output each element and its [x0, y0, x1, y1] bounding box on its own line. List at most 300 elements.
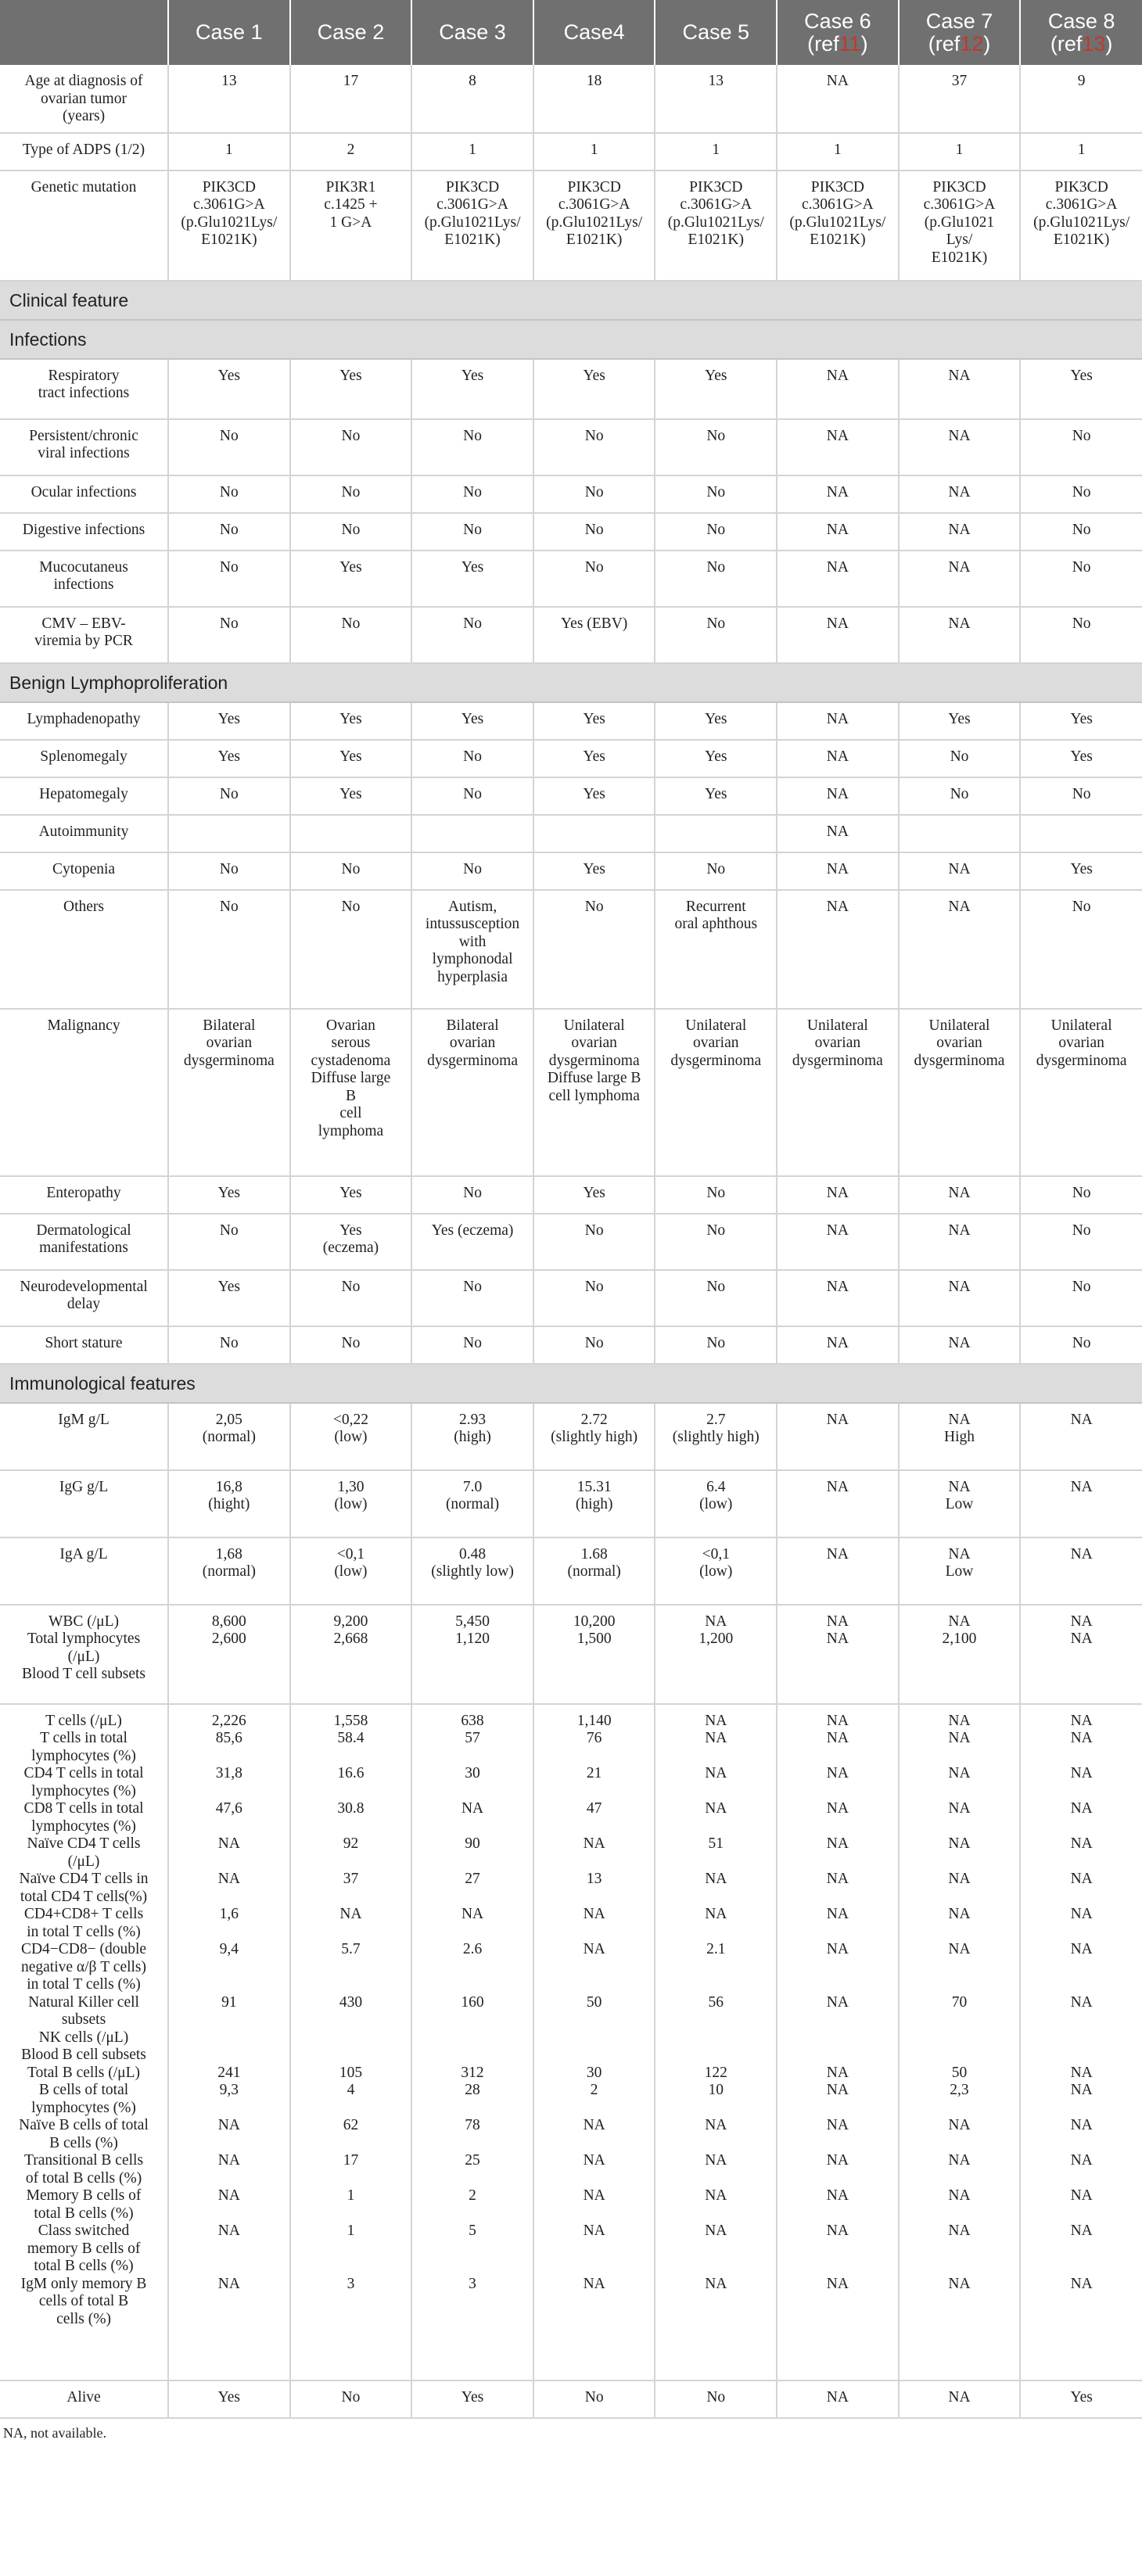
cell-line: CD4−CD8− (double — [20, 1941, 147, 1957]
cell-case-3 — [411, 1326, 533, 1364]
cell-case-5 — [655, 1009, 777, 1176]
cell-line: NA — [705, 1871, 727, 1887]
cell-line: NA — [948, 2275, 971, 2292]
cell-case-2 — [290, 551, 412, 607]
cell-line: NA — [217, 2152, 240, 2169]
cell-case-8 — [1020, 815, 1142, 852]
cell-case-6 — [777, 1009, 899, 1176]
cell-line — [1025, 2170, 1137, 2188]
cell-case-2 — [290, 1326, 412, 1364]
cell-case-4 — [533, 1403, 655, 1470]
cell-line: Yes — [1070, 860, 1093, 877]
table-row — [0, 1270, 1142, 1326]
cell-line — [417, 2311, 528, 2329]
cell-line — [174, 2205, 285, 2223]
cell-line — [782, 2293, 893, 2311]
cell-line — [174, 1976, 285, 1994]
cell-line: Autoimmunity — [38, 823, 129, 840]
cell-line — [660, 823, 771, 841]
cell-case-1 — [168, 1470, 290, 1537]
cell-line: c.3061G>A — [923, 196, 996, 213]
row-label — [0, 1470, 168, 1537]
table-row — [0, 359, 1142, 419]
cell-line: c.3061G>A — [680, 196, 752, 213]
cell-case-6 — [777, 890, 899, 1009]
cell-case-3 — [411, 1605, 533, 1704]
cell-line: NA — [826, 1334, 849, 1351]
cell-line: 9 — [1077, 73, 1086, 89]
cell-line: NA — [948, 1222, 971, 1239]
cell-case-1 — [168, 1537, 290, 1605]
cell-case-7 — [899, 815, 1021, 852]
cell-line: Bilateral — [446, 1017, 499, 1034]
cell-line: No — [584, 1334, 604, 1351]
cell-line: 13 — [708, 73, 724, 89]
cell-case-4 — [533, 513, 655, 551]
cell-case-3 — [411, 1214, 533, 1270]
cell-line: Respiratory — [48, 367, 120, 384]
cell-line — [1025, 2011, 1137, 2029]
cell-line — [539, 823, 650, 841]
cell-line: 1,68 — [215, 1545, 242, 1562]
table-row — [0, 777, 1142, 815]
row-label — [0, 852, 168, 890]
cell-line: (p.Glu1021 — [924, 213, 995, 231]
cell-line: Total lymphocytes — [27, 1631, 141, 1647]
cell-line: NA — [826, 2117, 849, 2133]
cell-case-3 — [411, 607, 533, 663]
cell-line — [904, 1924, 1015, 1942]
cell-case-5 — [655, 1326, 777, 1364]
row-label — [0, 359, 168, 419]
cell-line: NA — [948, 898, 971, 915]
cell-line: No — [706, 483, 726, 500]
cell-line: 122 — [704, 2064, 727, 2081]
cell-line: NA — [826, 2152, 849, 2169]
cell-line: (high) — [575, 1496, 613, 1512]
cell-case-6 — [777, 1537, 899, 1605]
cell-case-3 — [411, 702, 533, 740]
cell-line: Yes — [217, 1184, 241, 1201]
cell-line: Digestive infections — [22, 521, 145, 538]
cell-case-3 — [411, 1270, 533, 1326]
cell-line — [296, 1853, 407, 1871]
cell-line — [539, 2047, 650, 2065]
cell-case-4 — [533, 170, 655, 281]
cell-case-5 — [655, 740, 777, 777]
cell-case-8 — [1020, 1470, 1142, 1537]
cell-line: Yes — [461, 2388, 484, 2406]
cell-line: NA — [461, 1800, 484, 1817]
cell-line: No — [584, 427, 604, 444]
cell-line: ovarian — [449, 1035, 496, 1051]
cell-line: WBC (/μL) — [48, 1613, 120, 1630]
cell-line: infections — [53, 576, 114, 593]
cell-line: 2,668 — [333, 1631, 368, 1647]
cell-case-8 — [1020, 1270, 1142, 1326]
cell-line: 70 — [951, 1993, 968, 2011]
cell-line — [417, 2170, 528, 2188]
cell-case-1 — [168, 852, 290, 890]
cell-line — [296, 1818, 407, 1836]
cell-line: 1 — [224, 141, 233, 158]
cell-line: Bilateral — [203, 1017, 256, 1034]
cell-case-3 — [411, 551, 533, 607]
row-label — [0, 1403, 168, 1470]
cell-line — [904, 2241, 1015, 2258]
cell-line: NA — [826, 1545, 849, 1562]
cell-line: NA — [1070, 1545, 1093, 1562]
cell-line: No — [1072, 1184, 1091, 1201]
cell-case-4 — [533, 359, 655, 419]
cell-case-5 — [655, 1704, 777, 2380]
cell-line — [782, 1853, 893, 1871]
table-row — [0, 1605, 1142, 1704]
cell-case-3 — [411, 1009, 533, 1176]
cell-line: dysgerminoma — [1036, 1052, 1127, 1069]
cell-line: NA — [826, 1631, 849, 1647]
cell-line — [417, 2241, 528, 2258]
cell-line: with — [458, 933, 487, 950]
cell-case-8 — [1020, 475, 1142, 513]
cell-line — [539, 1889, 650, 1907]
cell-line: 17 — [343, 73, 359, 89]
cell-line: manifestations — [39, 1240, 128, 1256]
cell-line: total CD4 T cells(%) — [20, 1888, 148, 1905]
cell-line — [417, 1818, 528, 1836]
cell-case-6 — [777, 65, 899, 133]
cell-line: No — [341, 427, 361, 444]
cell-line: cells of total B — [38, 2293, 129, 2309]
cell-line: NA — [705, 1765, 727, 1781]
cell-line — [782, 1976, 893, 1994]
cell-line: NA — [705, 1730, 727, 1746]
cell-line — [417, 1976, 528, 1994]
cell-line: Yes — [583, 860, 605, 877]
cell-line: (low) — [699, 1496, 733, 1512]
row-label — [0, 890, 168, 1009]
cell-line: NA — [705, 2187, 727, 2204]
cell-line — [539, 2029, 650, 2047]
cell-line: Genetic mutation — [31, 178, 137, 196]
cell-line: Memory B cells of — [26, 2187, 142, 2204]
cell-case-4 — [533, 1270, 655, 1326]
section-header-row — [0, 281, 1142, 320]
cell-line: No — [219, 521, 239, 538]
cell-line: IgA g/L — [59, 1545, 108, 1562]
cell-line: 2.6 — [462, 1941, 483, 1957]
cell-line — [539, 2170, 650, 2188]
cell-line: No — [341, 483, 361, 500]
cell-line — [174, 2011, 285, 2029]
cell-case-7 — [899, 1704, 1021, 2380]
cell-line — [296, 1889, 407, 1907]
cell-case-2 — [290, 852, 412, 890]
cell-line: E1021K) — [688, 231, 745, 248]
cell-line — [782, 2311, 893, 2329]
cell-line: 2,05 — [215, 1411, 242, 1428]
cell-line: Yes — [1070, 748, 1093, 765]
cell-line: NA — [948, 521, 971, 538]
cell-line: NA — [705, 1712, 727, 1729]
cell-line: NA — [583, 1906, 605, 1922]
cell-case-6 — [777, 1403, 899, 1470]
cell-case-7 — [899, 607, 1021, 663]
cell-line — [174, 823, 285, 841]
cell-line: IgM g/L — [58, 1411, 110, 1428]
cell-case-3 — [411, 1176, 533, 1214]
cell-case-1 — [168, 1605, 290, 1704]
cell-line — [660, 1889, 771, 1907]
cell-line: 1 — [955, 141, 964, 158]
cell-line: 1 — [590, 141, 598, 158]
reference-link[interactable]: 13 — [1082, 31, 1106, 56]
cell-case-1 — [168, 1704, 290, 2380]
cell-line: NA — [948, 367, 971, 384]
cell-line: 1,120 — [455, 1631, 490, 1647]
cell-case-8 — [1020, 1403, 1142, 1470]
cell-line — [904, 2029, 1015, 2047]
cell-case-1 — [168, 890, 290, 1009]
cell-case-4 — [533, 2380, 655, 2418]
cell-line: No — [706, 1278, 726, 1295]
table-row — [0, 419, 1142, 475]
cell-line: E1021K) — [444, 231, 501, 248]
row-label — [0, 777, 168, 815]
cell-line — [296, 1924, 407, 1942]
cell-line: No — [584, 558, 604, 576]
table-row — [0, 133, 1142, 170]
cell-case-4 — [533, 133, 655, 170]
cell-line: No — [584, 898, 604, 915]
table-row — [0, 513, 1142, 551]
cell-line: Yes (eczema) — [431, 1222, 514, 1239]
cell-line — [296, 2241, 407, 2258]
cell-line: c.1425 + — [324, 196, 378, 213]
cell-line: Transitional B cells — [24, 2152, 144, 2169]
cell-line: 7.0 — [462, 1478, 483, 1495]
cell-line: (slightly low) — [431, 1563, 514, 1580]
cell-line — [660, 2011, 771, 2029]
cell-line: Yes — [217, 748, 241, 765]
cell-case-3 — [411, 513, 533, 551]
table-body — [0, 65, 1142, 2418]
cell-line: No — [463, 427, 482, 444]
header-case-6 — [777, 0, 899, 65]
cell-line: Enteropathy — [46, 1184, 121, 1201]
cell-case-6 — [777, 475, 899, 513]
cell-line: T cells (/μL) — [45, 1712, 122, 1729]
cell-line: NA — [826, 1941, 849, 1957]
cell-line — [782, 2170, 893, 2188]
header-row — [0, 0, 1142, 65]
cell-case-2 — [290, 1214, 412, 1270]
cell-line — [539, 1818, 650, 1836]
cell-case-8 — [1020, 513, 1142, 551]
cell-case-3 — [411, 1704, 533, 2380]
cell-line: negative α/β T cells) — [21, 1958, 147, 1975]
cell-line — [660, 2135, 771, 2153]
cell-line — [417, 823, 528, 841]
cell-line — [296, 2311, 407, 2329]
cell-line: No — [706, 1222, 726, 1239]
cell-line: 1 G>A — [329, 213, 372, 231]
cell-line: Malignancy — [47, 1017, 120, 1034]
cell-line — [417, 2029, 528, 2047]
cell-line: Naïve CD4 T cells — [27, 1835, 141, 1852]
cell-case-8 — [1020, 1704, 1142, 2380]
cell-line: 5.7 — [341, 1941, 361, 1957]
cell-line: NA — [948, 558, 971, 576]
cell-line: 2.72 — [580, 1411, 608, 1428]
cell-line: Yes — [583, 748, 605, 765]
row-label — [0, 133, 168, 170]
cell-line: 2.7 — [706, 1411, 726, 1428]
cell-line: Yes — [583, 710, 605, 727]
cell-line: 37 — [343, 1871, 359, 1887]
cell-line: oral aphthous — [674, 916, 758, 932]
cell-line — [1025, 1889, 1137, 1907]
cell-case-6 — [777, 170, 899, 281]
cell-line: NA — [705, 1906, 727, 1922]
cell-line: NK cells (/μL) — [38, 2029, 129, 2046]
cell-case-6 — [777, 1470, 899, 1537]
cell-case-4 — [533, 1009, 655, 1176]
cell-line: 8 — [469, 73, 476, 89]
cell-line: 13 — [586, 1871, 602, 1887]
cell-line: dysgerminoma — [183, 1052, 275, 1069]
cell-case-7 — [899, 2380, 1021, 2418]
row-label — [0, 1270, 168, 1326]
header-case-4 — [533, 0, 655, 65]
cell-line — [174, 2047, 285, 2065]
cell-line: Mucocutaneus — [39, 558, 128, 576]
cell-line: NA — [948, 860, 971, 877]
cell-line — [296, 2029, 407, 2047]
cell-line: No — [584, 1278, 604, 1295]
cell-line — [174, 2293, 285, 2311]
cell-case-1 — [168, 170, 290, 281]
cell-line — [174, 1889, 285, 1907]
cell-line: Yes — [217, 1278, 241, 1295]
row-label — [0, 1214, 168, 1270]
cell-line: (p.Glu1021Lys/ — [789, 213, 886, 231]
cell-line: Yes — [705, 367, 727, 384]
header-label: Case 3 — [439, 20, 506, 44]
reference-link[interactable]: 11 — [839, 31, 861, 56]
cell-case-7 — [899, 1605, 1021, 1704]
cell-line: dysgerminoma — [914, 1052, 1005, 1069]
cell-line — [539, 2135, 650, 2153]
cell-line: intussusception — [425, 916, 520, 932]
cell-line: No — [706, 615, 726, 632]
cell-line — [1025, 1818, 1137, 1836]
cell-line: No — [219, 615, 239, 632]
cell-line: No — [706, 860, 726, 877]
table-row — [0, 1214, 1142, 1270]
cell-line: 8,600 — [211, 1613, 246, 1630]
cell-line: 1.68 — [580, 1545, 608, 1562]
cell-line: 15.31 — [576, 1478, 612, 1495]
cell-line: Recurrent — [685, 898, 746, 915]
cell-case-2 — [290, 419, 412, 475]
cell-line: No — [706, 521, 726, 538]
cell-line: lymphocytes (%) — [31, 1817, 136, 1835]
cell-case-8 — [1020, 1009, 1142, 1176]
cell-line: NA — [948, 2223, 971, 2239]
cell-case-1 — [168, 513, 290, 551]
cell-case-5 — [655, 1403, 777, 1470]
cell-line: 1,140 — [576, 1712, 612, 1729]
cell-line: Yes — [583, 785, 605, 802]
cell-line — [296, 1748, 407, 1766]
row-label — [0, 1009, 168, 1176]
cell-case-8 — [1020, 1605, 1142, 1704]
cell-line: NA — [826, 1278, 849, 1295]
cell-line: 2,3 — [950, 2082, 969, 2098]
cell-case-8 — [1020, 740, 1142, 777]
cell-line: NA — [948, 1906, 971, 1922]
cell-line — [904, 1748, 1015, 1766]
cell-line — [417, 1748, 528, 1766]
cell-line: NA — [1070, 1835, 1093, 1852]
cell-case-6 — [777, 740, 899, 777]
cell-line: No — [706, 1184, 726, 1201]
cell-line: NA — [948, 1871, 971, 1887]
cell-line — [660, 1924, 771, 1942]
cell-line: Yes — [705, 710, 727, 727]
cell-case-7 — [899, 551, 1021, 607]
cell-line: lymphonodal — [432, 951, 513, 967]
cell-line: serous — [331, 1035, 371, 1051]
cell-line: Yes — [583, 367, 605, 384]
cell-line: No — [463, 615, 482, 632]
cell-line — [417, 1924, 528, 1942]
cell-line: 5,450 — [455, 1613, 490, 1630]
cell-line: cell — [339, 1105, 362, 1121]
cell-case-4 — [533, 1605, 655, 1704]
cell-line — [296, 1959, 407, 1977]
cell-line — [174, 1959, 285, 1977]
cell-case-4 — [533, 1470, 655, 1537]
cell-case-8 — [1020, 1176, 1142, 1214]
row-label — [0, 419, 168, 475]
cell-case-5 — [655, 133, 777, 170]
cell-line — [296, 2258, 407, 2276]
cell-line — [296, 2135, 407, 2153]
cell-line — [539, 2011, 650, 2029]
cell-line: viral infections — [38, 445, 130, 461]
cell-line: No — [341, 2388, 361, 2406]
cell-line: No — [219, 558, 239, 576]
cell-line — [904, 2205, 1015, 2223]
cell-line: NA — [217, 1835, 240, 1852]
cell-line: No — [950, 748, 969, 765]
cell-line: E1021K) — [1053, 231, 1110, 248]
cell-line — [539, 2100, 650, 2118]
header-blank — [0, 0, 168, 65]
cell-line — [660, 2241, 771, 2258]
cell-line: E1021K) — [931, 249, 988, 266]
cell-line — [539, 2293, 650, 2311]
cell-line: 78 — [465, 2117, 480, 2133]
cell-line — [904, 2011, 1015, 2029]
cell-line: Yes — [705, 748, 727, 765]
cell-line: B cells (%) — [49, 2134, 118, 2151]
cell-line: NA — [1070, 2152, 1093, 2169]
reference-link[interactable]: 12 — [960, 31, 984, 56]
cell-line: 9,3 — [219, 2082, 239, 2098]
